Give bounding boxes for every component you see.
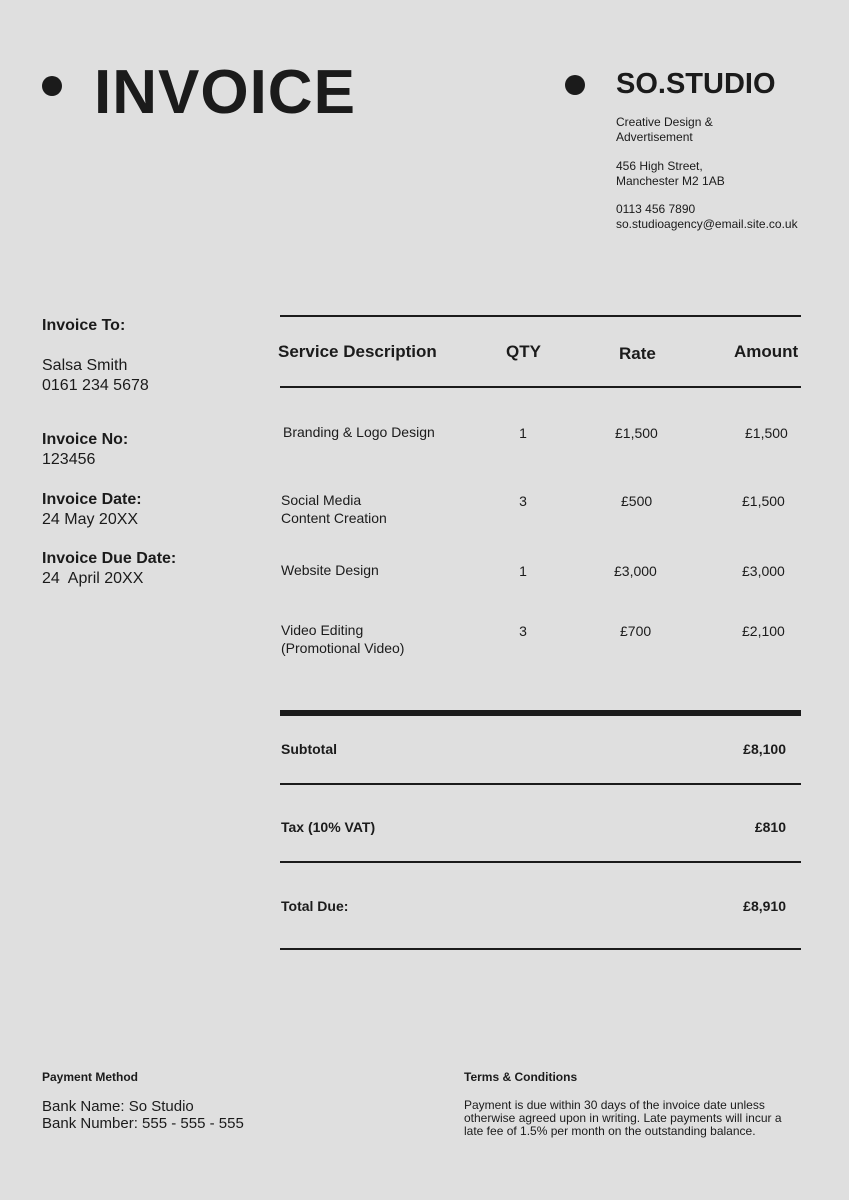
service-description-line1: Website Design xyxy=(281,562,379,578)
bank-name: Bank Name: So Studio xyxy=(42,1098,194,1115)
invoice-due-date-label: Invoice Due Date: xyxy=(42,550,177,567)
service-amount: £3,000 xyxy=(742,563,785,579)
service-amount: £1,500 xyxy=(742,493,785,509)
service-description-line1: Branding & Logo Design xyxy=(283,424,435,440)
column-header-rate: Rate xyxy=(619,344,656,363)
subtotal-value: £8,100 xyxy=(743,741,786,757)
invoice-number-label: Invoice No: xyxy=(42,431,129,448)
company-tagline xyxy=(616,115,836,145)
company-tagline-line1: Creative Design & xyxy=(616,115,713,129)
company-phone: 0113 456 7890 xyxy=(616,202,696,216)
column-header-qty: QTY xyxy=(506,342,541,361)
company-tagline-line2: Advertisement xyxy=(616,130,693,144)
client-phone: 0161 234 5678 xyxy=(42,377,149,394)
tax-divider xyxy=(280,861,801,863)
title-bullet-icon xyxy=(42,76,62,96)
service-description-line2: Content Creation xyxy=(281,510,387,526)
service-qty: 3 xyxy=(519,493,527,509)
total-due-value: £8,910 xyxy=(743,898,786,914)
company-name: SO.STUDIO xyxy=(616,68,776,100)
invoice-date: 24 May 20XX xyxy=(42,511,139,528)
terms-text: Payment is due within 30 days of the invoice date unless otherwise agreed upon in writing. Late payments will incur a late fee of 1.5% per month on the outstanding balance. xyxy=(464,1098,782,1138)
client-name: Salsa Smith xyxy=(42,357,128,374)
invoice-to-label: Invoice To: xyxy=(42,317,126,334)
service-rate: £700 xyxy=(620,623,652,639)
company-bullet-icon xyxy=(565,75,585,95)
total-due-label: Total Due: xyxy=(281,898,349,914)
company-email: so.studioagency@email.site.co.uk xyxy=(616,217,798,231)
payment-method-heading: Payment Method xyxy=(42,1070,139,1084)
table-header-divider xyxy=(280,386,801,388)
service-qty: 3 xyxy=(519,623,527,639)
invoice-due-date: 24 April 20XX xyxy=(42,570,144,587)
page-title: INVOICE xyxy=(94,58,356,127)
table-row-description xyxy=(281,621,491,657)
column-header-amount: Amount xyxy=(734,342,799,361)
invoice-date-label: Invoice Date: xyxy=(42,491,142,508)
service-description-line1: Social Media xyxy=(281,492,362,508)
service-amount: £2,100 xyxy=(742,623,785,639)
company-address xyxy=(616,159,836,189)
invoice-number: 123456 xyxy=(42,451,96,468)
table-row-description xyxy=(283,423,493,441)
subtotal-divider xyxy=(280,783,801,785)
service-description-line1: Video Editing xyxy=(281,622,364,638)
service-rate: £500 xyxy=(621,493,653,509)
service-rate: £3,000 xyxy=(614,563,657,579)
subtotal-label: Subtotal xyxy=(281,741,337,757)
table-row-description xyxy=(281,561,491,579)
table-row-description xyxy=(281,491,491,527)
column-header-description: Service Description xyxy=(278,342,437,361)
terms-heading: Terms & Conditions xyxy=(464,1070,578,1084)
table-top-divider xyxy=(280,315,801,317)
service-description-line2: (Promotional Video) xyxy=(281,640,405,656)
service-rate: £1,500 xyxy=(615,425,658,441)
service-amount: £1,500 xyxy=(745,425,788,441)
tax-value: £810 xyxy=(754,819,786,835)
bank-number: Bank Number: 555 - 555 - 555 xyxy=(42,1115,244,1132)
summary-top-divider xyxy=(280,710,801,716)
service-qty: 1 xyxy=(519,425,527,441)
company-address-line2: Manchester M2 1AB xyxy=(616,174,725,188)
tax-label: Tax (10% VAT) xyxy=(281,819,376,835)
service-qty: 1 xyxy=(519,563,527,579)
company-address-line1: 456 High Street, xyxy=(616,159,703,173)
company-contact xyxy=(616,202,841,232)
total-divider xyxy=(280,948,801,950)
